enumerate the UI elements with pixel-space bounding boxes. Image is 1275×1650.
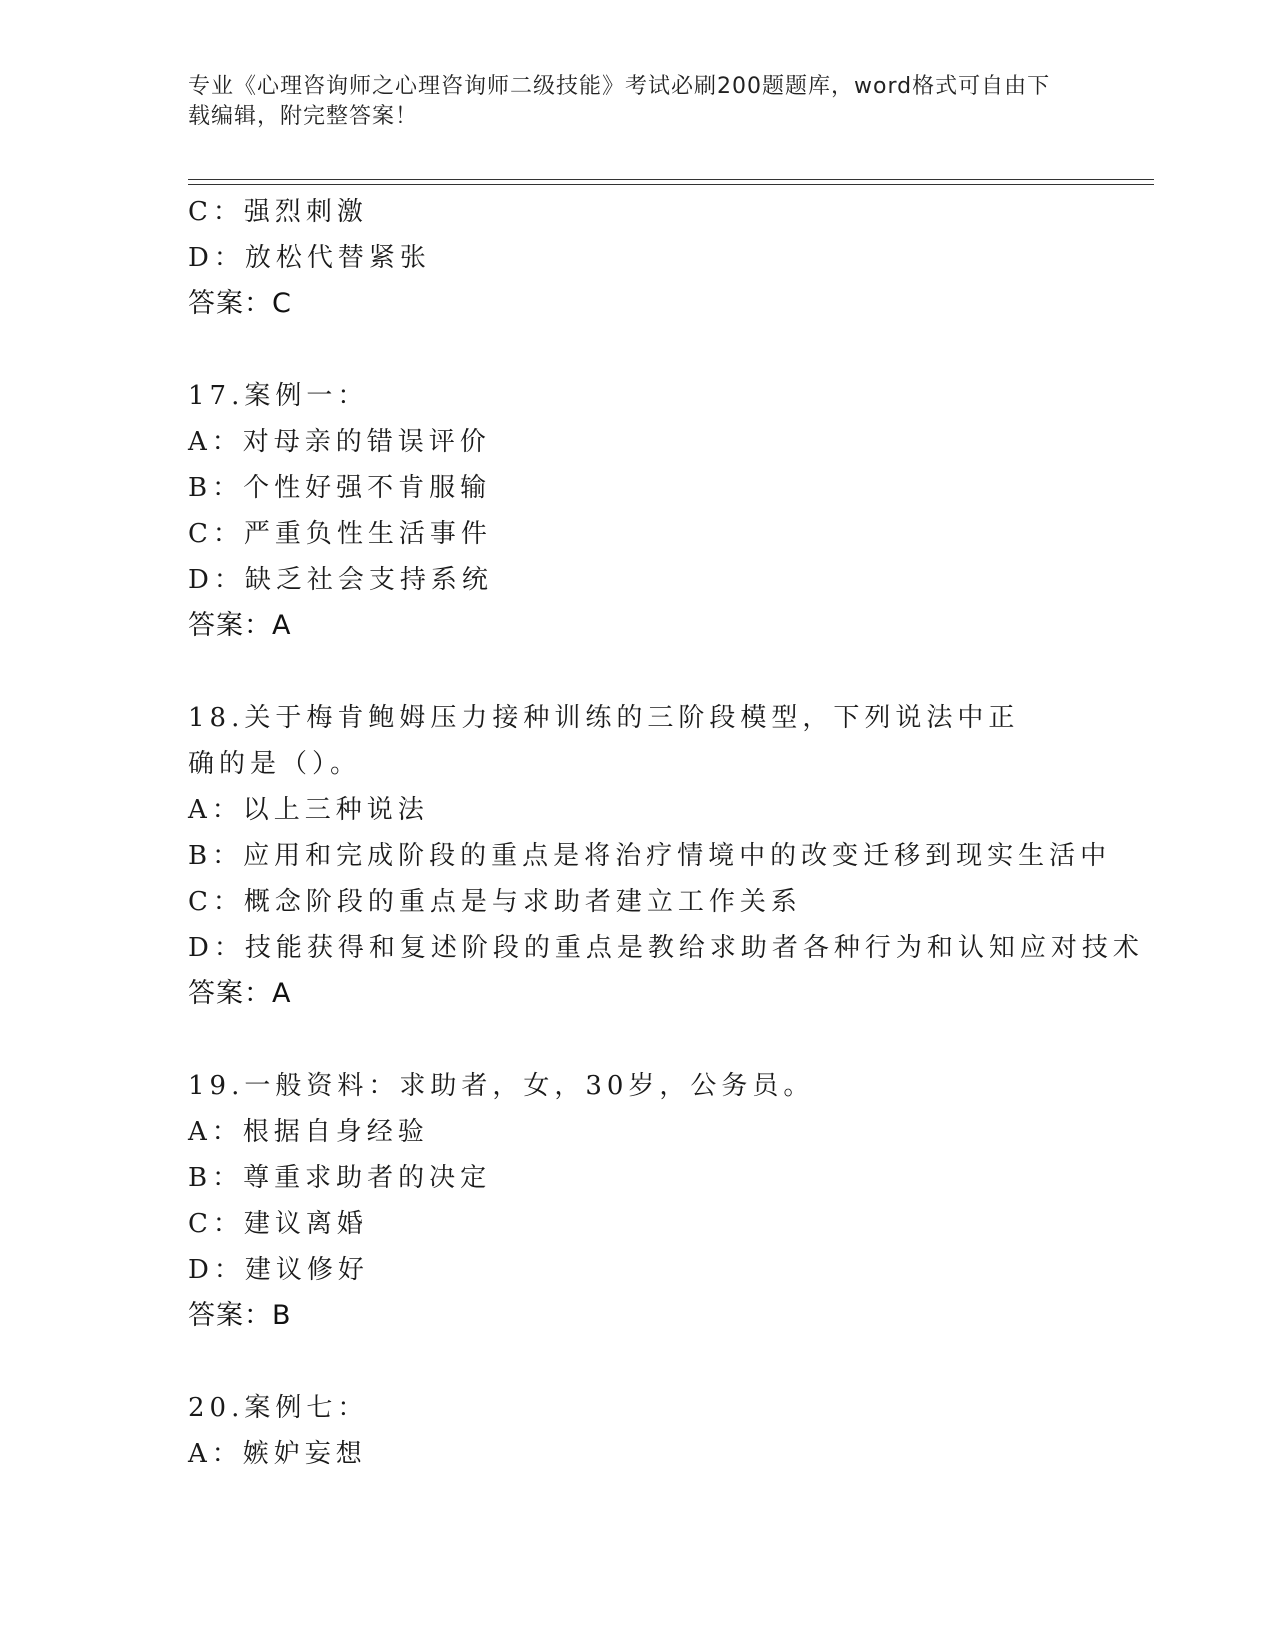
question-20 (188, 1385, 1088, 1477)
spacer (188, 327, 1088, 373)
document-header: 专业《心理咨询师之心理咨询师二级技能》考试必刷200题题库，word格式可自由下载编辑，附完整答案！ (188, 74, 1051, 129)
option-b: B：尊重求助者的决定 (188, 1163, 492, 1193)
option-a: A：以上三种说法 (188, 795, 429, 825)
spacer (188, 1017, 1088, 1063)
header-divider-top (188, 179, 1154, 180)
option-d: D：缺乏社会支持系统 (188, 565, 493, 595)
option-b: B：个性好强不肯服输 (188, 473, 492, 503)
partial-question (188, 189, 1088, 327)
option-a: A：嫉妒妄想 (188, 1439, 367, 1469)
option-d: D：建议修好 (188, 1255, 369, 1285)
option-c: C：概念阶段的重点是与求助者建立工作关系 (188, 887, 802, 917)
answer-line: 答案：B (188, 1300, 292, 1331)
answer-line: 答案：A (188, 610, 292, 641)
question-content (188, 189, 1144, 1477)
option-a: A：对母亲的错误评价 (188, 427, 491, 457)
question-stem: 20.案例七： (188, 1393, 369, 1423)
answer-line: 答案：A (188, 978, 292, 1009)
question-stem: 19.一般资料：求助者，女，30岁，公务员。 (188, 1071, 815, 1101)
option-b: B：应用和完成阶段的重点是将治疗情境中的改变迁移到现实生活中 (188, 841, 1112, 871)
spacer (188, 1339, 1088, 1385)
question-stem: 18.关于梅肯鲍姆压力接种训练的三阶段模型，下列说法中正确的是（）。 (188, 703, 1020, 779)
option-d: D：技能获得和复述阶段的重点是教给求助者各种行为和认知应对技术 (188, 933, 1144, 963)
spacer (188, 649, 1088, 695)
question-17 (188, 373, 1088, 649)
option-c: C：建议离婚 (188, 1209, 368, 1239)
question-18 (188, 695, 1144, 1017)
option-d: D：放松代替紧张 (188, 243, 431, 273)
question-19 (188, 1063, 1088, 1339)
header-divider-bottom (188, 184, 1154, 185)
question-stem: 17.案例一： (188, 381, 369, 411)
option-c: C：强烈刺激 (188, 197, 368, 227)
option-c: C：严重负性生活事件 (188, 519, 492, 549)
answer-line: 答案：C (188, 288, 292, 319)
option-a: A：根据自身经验 (188, 1117, 429, 1147)
